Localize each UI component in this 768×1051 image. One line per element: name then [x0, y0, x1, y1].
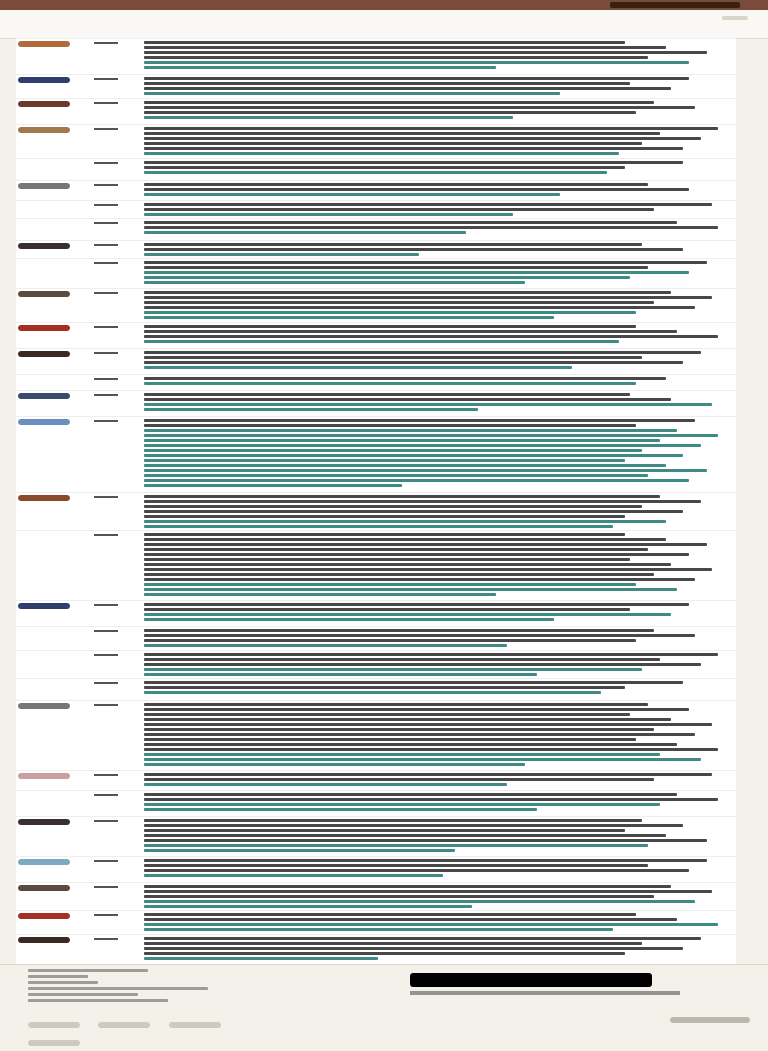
tag-links[interactable] — [144, 644, 507, 647]
quote-line — [144, 137, 701, 140]
quote-line — [144, 885, 671, 888]
like-count[interactable] — [94, 604, 118, 606]
quote-line — [144, 87, 671, 90]
quote-line — [144, 226, 718, 229]
quote-line — [144, 335, 718, 338]
quote-line — [144, 558, 630, 561]
quote-line — [144, 261, 707, 264]
quote-line — [144, 419, 695, 422]
quote-line — [144, 573, 654, 576]
quote-line — [144, 500, 701, 503]
quote-text — [144, 937, 730, 962]
collapse-icon[interactable] — [722, 16, 748, 20]
quote-row — [16, 934, 736, 964]
like-count[interactable] — [94, 654, 118, 656]
tag-links[interactable] — [144, 525, 613, 528]
tag-links[interactable] — [144, 459, 625, 462]
quote-row — [16, 600, 736, 627]
like-count[interactable] — [94, 496, 118, 498]
like-count[interactable] — [94, 394, 118, 396]
quote-line — [144, 718, 671, 721]
tag-links[interactable] — [144, 434, 718, 437]
quote-line — [144, 188, 689, 191]
quote-line — [144, 203, 712, 206]
quote-line — [144, 663, 701, 666]
like-count[interactable] — [94, 534, 118, 536]
book-cover-thumbnail[interactable] — [18, 859, 70, 865]
quote-row — [16, 38, 736, 75]
quote-line — [144, 773, 712, 776]
tag-links[interactable] — [144, 469, 707, 472]
quote-line — [144, 424, 636, 427]
quote-line — [144, 82, 630, 85]
tag-links[interactable] — [144, 316, 554, 319]
quote-line — [144, 937, 701, 940]
quote-line — [144, 819, 642, 822]
tag-links[interactable] — [144, 484, 402, 487]
twitter-icon[interactable] — [98, 1022, 150, 1028]
quote-line — [144, 127, 718, 130]
book-cover-thumbnail[interactable] — [18, 819, 70, 825]
like-count[interactable] — [94, 420, 118, 422]
quote-line — [144, 733, 695, 736]
tag-links[interactable] — [144, 213, 513, 216]
tag-links[interactable] — [144, 803, 660, 806]
tag-links[interactable] — [144, 152, 619, 155]
quote-line — [144, 608, 630, 611]
quote-line — [144, 243, 642, 246]
tag-links[interactable] — [144, 116, 513, 119]
book-cover-thumbnail[interactable] — [18, 351, 70, 357]
like-count[interactable] — [94, 78, 118, 80]
quote-row — [16, 650, 736, 679]
quote-line — [144, 723, 712, 726]
quote-text — [144, 653, 730, 678]
tag-links[interactable] — [144, 900, 695, 903]
like-count[interactable] — [94, 914, 118, 916]
quote-text — [144, 221, 730, 236]
quote-row — [16, 700, 736, 771]
quote-line — [144, 325, 636, 328]
quote-row — [16, 258, 736, 289]
social-icons[interactable] — [28, 1015, 288, 1023]
sign-up-button[interactable] — [610, 2, 740, 8]
like-count[interactable] — [94, 860, 118, 862]
quote-line — [144, 393, 630, 396]
tag-links[interactable] — [144, 673, 537, 676]
tag-links[interactable] — [144, 588, 677, 591]
quote-row — [16, 374, 736, 391]
like-count[interactable] — [94, 102, 118, 104]
book-cover-thumbnail[interactable] — [18, 703, 70, 709]
book-cover-thumbnail[interactable] — [18, 773, 70, 779]
page-header — [0, 10, 768, 39]
book-cover-thumbnail[interactable] — [18, 291, 70, 297]
like-count[interactable] — [94, 630, 118, 632]
quote-text — [144, 703, 730, 768]
quote-text — [144, 243, 730, 258]
quote-line — [144, 778, 654, 781]
top-navigation-bar — [0, 0, 768, 10]
quote-text — [144, 419, 730, 489]
quote-line — [144, 142, 642, 145]
quote-line — [144, 859, 707, 862]
quote-line — [144, 728, 654, 731]
tag-links[interactable] — [144, 61, 689, 64]
quote-text — [144, 533, 730, 598]
quote-line — [144, 658, 660, 661]
tag-links[interactable] — [144, 253, 419, 256]
quote-row — [16, 74, 736, 99]
tag-links[interactable] — [144, 520, 666, 523]
quote-line — [144, 51, 707, 54]
book-cover-thumbnail[interactable] — [18, 495, 70, 501]
quote-line — [144, 266, 648, 269]
quote-line — [144, 111, 636, 114]
quote-line — [144, 77, 689, 80]
quote-row — [16, 816, 736, 857]
quote-text — [144, 495, 730, 530]
quote-line — [144, 515, 625, 518]
quote-line — [144, 578, 695, 581]
quote-row — [16, 288, 736, 323]
quote-text — [144, 793, 730, 813]
quote-line — [144, 824, 683, 827]
like-count[interactable] — [94, 886, 118, 888]
quote-text — [144, 629, 730, 649]
quote-line — [144, 46, 666, 49]
linkedin-icon[interactable] — [28, 1040, 80, 1046]
tag-links[interactable] — [144, 92, 560, 95]
book-cover-thumbnail[interactable] — [18, 913, 70, 919]
quote-line — [144, 952, 625, 955]
tag-links[interactable] — [144, 171, 607, 174]
tag-links[interactable] — [144, 691, 601, 694]
book-cover-thumbnail[interactable] — [18, 243, 70, 249]
book-cover-thumbnail[interactable] — [18, 325, 70, 331]
tag-links[interactable] — [144, 429, 677, 432]
quote-line — [144, 548, 648, 551]
quote-line — [144, 101, 654, 104]
quote-line — [144, 356, 642, 359]
quote-row — [16, 124, 736, 159]
quote-line — [144, 918, 677, 921]
quote-row — [16, 882, 736, 911]
quote-text — [144, 41, 730, 71]
tag-links[interactable] — [144, 874, 443, 877]
like-count[interactable] — [94, 128, 118, 130]
quote-line — [144, 505, 642, 508]
quote-line — [144, 161, 683, 164]
like-count[interactable] — [94, 794, 118, 796]
tag-links[interactable] — [144, 464, 666, 467]
quote-row — [16, 416, 736, 493]
quote-text — [144, 393, 730, 413]
quote-line — [144, 510, 683, 513]
like-count[interactable] — [94, 292, 118, 294]
quote-row — [16, 240, 736, 259]
like-count[interactable] — [94, 262, 118, 264]
tag-links[interactable] — [144, 808, 537, 811]
quote-line — [144, 834, 666, 837]
quote-line — [144, 301, 654, 304]
tag-links[interactable] — [144, 366, 572, 369]
quote-line — [144, 890, 712, 893]
quote-text — [144, 77, 730, 97]
quote-row — [16, 678, 736, 701]
book-cover-thumbnail[interactable] — [18, 41, 70, 47]
tag-links[interactable] — [144, 311, 636, 314]
tag-links[interactable] — [144, 474, 648, 477]
quote-line — [144, 743, 677, 746]
tag-links[interactable] — [144, 66, 496, 69]
quote-text — [144, 101, 730, 121]
book-cover-thumbnail[interactable] — [18, 937, 70, 943]
quote-line — [144, 942, 642, 945]
quote-line — [144, 291, 671, 294]
quote-line — [144, 221, 677, 224]
tag-links[interactable] — [144, 583, 636, 586]
app-store-button[interactable] — [410, 973, 652, 987]
quote-line — [144, 41, 625, 44]
tag-links[interactable] — [144, 618, 554, 621]
tag-links[interactable] — [144, 753, 660, 756]
quote-line — [144, 248, 683, 251]
quote-line — [144, 208, 654, 211]
quote-line — [144, 377, 666, 380]
quote-line — [144, 634, 695, 637]
quote-line — [144, 629, 654, 632]
like-count[interactable] — [94, 938, 118, 940]
book-cover-thumbnail[interactable] — [18, 127, 70, 133]
tag-links[interactable] — [144, 593, 496, 596]
quote-text — [144, 819, 730, 854]
quote-line — [144, 330, 677, 333]
quotes-list — [16, 38, 736, 964]
like-count[interactable] — [94, 682, 118, 684]
like-count[interactable] — [94, 184, 118, 186]
quote-text — [144, 603, 730, 623]
quote-row — [16, 158, 736, 181]
quote-line — [144, 639, 636, 642]
quote-line — [144, 738, 636, 741]
like-count[interactable] — [94, 326, 118, 328]
tag-links[interactable] — [144, 454, 683, 457]
footer-links[interactable] — [28, 969, 228, 1005]
quote-line — [144, 686, 625, 689]
quote-row — [16, 348, 736, 375]
book-cover-thumbnail[interactable] — [18, 101, 70, 107]
quote-row — [16, 626, 736, 651]
quote-text — [144, 291, 730, 321]
quote-line — [144, 398, 671, 401]
tag-links[interactable] — [144, 905, 472, 908]
tag-links[interactable] — [144, 923, 718, 926]
like-count[interactable] — [94, 774, 118, 776]
quote-line — [144, 563, 671, 566]
quote-row — [16, 390, 736, 417]
quote-line — [144, 947, 683, 950]
quote-line — [144, 798, 718, 801]
quote-line — [144, 306, 695, 309]
quote-row — [16, 322, 736, 349]
quote-line — [144, 533, 625, 536]
top-nav-links[interactable] — [30, 1, 590, 9]
quote-line — [144, 839, 707, 842]
quote-line — [144, 183, 648, 186]
quote-row — [16, 770, 736, 791]
copyright-text — [410, 991, 680, 995]
quote-text — [144, 351, 730, 371]
quote-line — [144, 553, 689, 556]
quote-row — [16, 98, 736, 125]
like-count[interactable] — [94, 42, 118, 44]
quote-text — [144, 325, 730, 345]
like-count[interactable] — [94, 352, 118, 354]
quote-line — [144, 748, 718, 751]
tag-links[interactable] — [144, 449, 642, 452]
quote-text — [144, 859, 730, 879]
book-cover-thumbnail[interactable] — [18, 183, 70, 189]
quote-line — [144, 708, 689, 711]
quote-line — [144, 296, 712, 299]
quote-line — [144, 56, 648, 59]
tag-links[interactable] — [144, 439, 660, 442]
quote-line — [144, 869, 689, 872]
quote-line — [144, 361, 683, 364]
quote-text — [144, 127, 730, 157]
quote-text — [144, 161, 730, 176]
tag-links[interactable] — [144, 231, 466, 234]
tag-links[interactable] — [144, 382, 636, 385]
book-cover-thumbnail[interactable] — [18, 419, 70, 425]
quote-line — [144, 603, 689, 606]
quote-line — [144, 147, 683, 150]
quote-row — [16, 910, 736, 935]
tag-links[interactable] — [144, 957, 378, 960]
like-count[interactable] — [94, 204, 118, 206]
quote-line — [144, 864, 648, 867]
quote-text — [144, 913, 730, 933]
instagram-icon[interactable] — [169, 1022, 221, 1028]
like-count[interactable] — [94, 704, 118, 706]
like-count[interactable] — [94, 162, 118, 164]
like-count[interactable] — [94, 222, 118, 224]
facebook-icon[interactable] — [28, 1022, 80, 1028]
quote-line — [144, 106, 695, 109]
mobile-version-button[interactable] — [670, 1017, 750, 1023]
page-footer — [0, 964, 768, 1025]
tag-links[interactable] — [144, 479, 689, 482]
tag-links[interactable] — [144, 849, 455, 852]
tag-links[interactable] — [144, 844, 648, 847]
tag-links[interactable] — [144, 668, 642, 671]
quote-line — [144, 913, 636, 916]
tag-links[interactable] — [144, 193, 560, 196]
tag-links[interactable] — [144, 783, 507, 786]
quote-row — [16, 790, 736, 817]
book-cover-thumbnail[interactable] — [18, 393, 70, 399]
tag-links[interactable] — [144, 271, 689, 274]
quote-text — [144, 261, 730, 286]
tag-links[interactable] — [144, 276, 630, 279]
tag-links[interactable] — [144, 403, 712, 406]
quote-text — [144, 377, 730, 387]
tag-links[interactable] — [144, 408, 478, 411]
quote-text — [144, 203, 730, 218]
quote-line — [144, 653, 718, 656]
book-cover-thumbnail[interactable] — [18, 885, 70, 891]
like-count[interactable] — [94, 244, 118, 246]
quote-row — [16, 180, 736, 201]
tag-links[interactable] — [144, 444, 701, 447]
book-cover-thumbnail[interactable] — [18, 77, 70, 83]
tag-links[interactable] — [144, 281, 525, 284]
quote-row — [16, 856, 736, 883]
quote-line — [144, 829, 625, 832]
quote-line — [144, 703, 648, 706]
like-count[interactable] — [94, 820, 118, 822]
quote-row — [16, 492, 736, 531]
like-count[interactable] — [94, 378, 118, 380]
quote-line — [144, 495, 660, 498]
quote-row — [16, 530, 736, 601]
quote-line — [144, 351, 701, 354]
tag-links[interactable] — [144, 758, 701, 761]
quote-text — [144, 885, 730, 910]
quote-line — [144, 895, 654, 898]
tag-links[interactable] — [144, 613, 671, 616]
quote-line — [144, 166, 625, 169]
quote-line — [144, 713, 630, 716]
quote-line — [144, 793, 677, 796]
tag-links[interactable] — [144, 763, 525, 766]
quote-line — [144, 538, 666, 541]
quote-line — [144, 681, 683, 684]
quote-line — [144, 543, 707, 546]
quote-text — [144, 183, 730, 198]
book-cover-thumbnail[interactable] — [18, 603, 70, 609]
quote-line — [144, 568, 712, 571]
tag-links[interactable] — [144, 340, 619, 343]
quote-text — [144, 681, 730, 696]
quote-row — [16, 218, 736, 241]
quote-row — [16, 200, 736, 219]
tag-links[interactable] — [144, 928, 613, 931]
quote-text — [144, 773, 730, 788]
quote-line — [144, 132, 660, 135]
